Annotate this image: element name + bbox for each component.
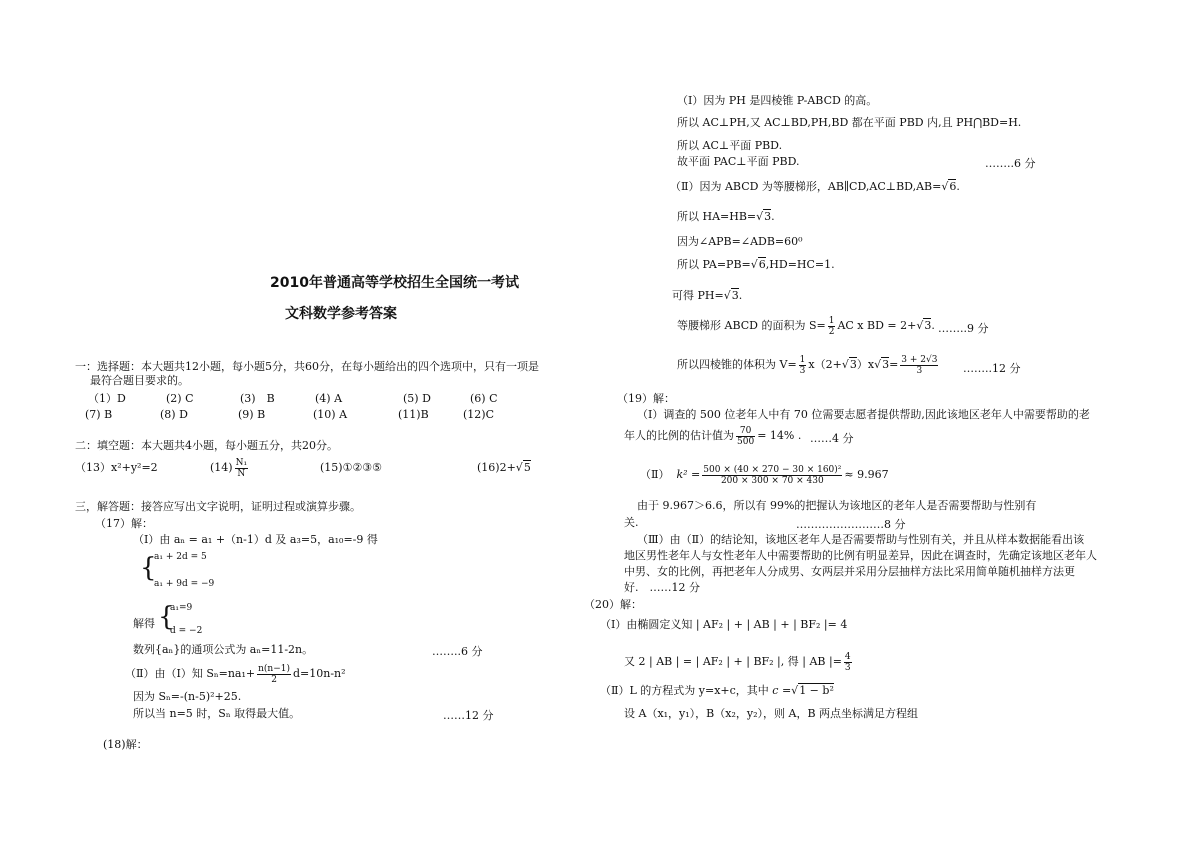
q18-line-7: 因为∠APB=∠ADB=60⁰ <box>677 235 803 248</box>
answer-7: (7) B <box>85 408 113 421</box>
page-title: 2010年普通高等学校招生全国统一考试 <box>270 275 519 291</box>
q20-line-3: （Ⅱ）L 的方程式为 y=x+c，其中 c =√1 − b² <box>600 684 834 697</box>
q20-label: （20）解： <box>584 598 642 611</box>
q19-line-9: 好. ……12 分 <box>624 581 700 594</box>
equation-brace: { <box>140 553 157 583</box>
q18-score-12: ……..12 分 <box>963 362 1021 375</box>
score-6: ……..6 分 <box>432 645 483 658</box>
eq-line-2: a₁ + 9d = −9 <box>154 579 215 589</box>
section3-heading: 三，解答题：接答应写出文字说明，证明过程或演算步骤。 <box>75 500 361 513</box>
q18-line-5: （Ⅱ）因为 ABCD 为等腰梯形，AB∥CD,AC⊥BD,AB=√6. <box>670 180 960 193</box>
section1-heading: 一：选择题：本大题共12小题，每小题5分，共60分，在每小题给出的四个选项中，只有一项是 <box>75 360 539 373</box>
q19-line-8: 中男、女的比例，再把老年人分成男、女两层并采用分层抽样方法比采用简单随机抽样方法更 <box>624 565 1075 578</box>
answer-2: (2) C <box>166 392 194 405</box>
q20-line-1: （Ⅰ）由椭圆定义知 | AF₂ | + | AB | + | BF₂ |= 4 <box>600 618 848 631</box>
q17-part1: （Ⅰ）由 aₙ = a₁ +（n-1）d 及 a₃=5，a₁₀=-9 得 <box>133 533 378 546</box>
solve-label: 解得 <box>133 617 155 630</box>
q18-line-10: 等腰梯形 ABCD 的面积为 S= $\frac{1}{2}$ AC x BD = 2+√3. <box>677 315 935 337</box>
answer-8: (8) D <box>160 408 188 421</box>
answer-11: (11)B <box>398 408 429 421</box>
q20-line-2: 又 2 | AB | = | AF₂ | + | BF₂ |, 得 | AB |= $\frac{4}{3}$ <box>624 651 851 673</box>
q19-line-1: （Ⅰ）调查的 500 位老年人中有 70 位需要志愿者提供帮助,因此该地区老年人中需要帮助的老 <box>637 408 1090 421</box>
q18-line-6: 所以 HA=HB=√3. <box>677 210 775 223</box>
answer-9: (9) B <box>238 408 266 421</box>
q18-score-6: ……..6 分 <box>985 157 1036 170</box>
answer-1: （1）D <box>88 392 126 405</box>
q18-label: (18)解： <box>103 738 148 751</box>
q18-line-1: （Ⅰ）因为 PH 是四棱锥 P-ABCD 的高。 <box>677 94 878 107</box>
q19-label: （19）解： <box>617 392 675 405</box>
solution-brace: { <box>158 602 175 632</box>
score-12: ……12 分 <box>443 709 494 722</box>
answer-10: (10) A <box>313 408 348 421</box>
square-form: 因为 Sₙ=-(n-5)²+25. <box>133 690 242 703</box>
answer-6: (6) C <box>470 392 498 405</box>
q18-line-9: 可得 PH=√3. <box>672 289 743 302</box>
q19-line-5: 关. <box>624 516 639 529</box>
page-subtitle: 文科数学参考答案 <box>285 306 397 322</box>
q17-label: （17）解： <box>95 517 153 530</box>
answer-14: (14) $\frac{\text{N₁}}{N}$ <box>210 457 248 479</box>
eq-line-1: a₁ + 2d = 5 <box>154 552 207 562</box>
q18-line-11: 所以四棱锥的体积为 V= $\frac{1}{3}$ x（2+√3）x√3= $\frac{3 + 2√3}{3}$ <box>677 354 938 376</box>
answer-5: (5) D <box>403 392 431 405</box>
q18-line-4: 故平面 PAC⊥平面 PBD. <box>677 155 800 168</box>
q19-line-3: （Ⅱ） k² = $\frac{\text{500 × (40 × 270 − 30 × 160)²}}{200 \times 300 \times 70 \times 430}$ ≈ 9.967 <box>640 464 889 486</box>
answer-15: (15)①②③⑤ <box>320 461 383 474</box>
general-term: 数列{aₙ}的通项公式为 aₙ=11-2n。 <box>133 643 314 656</box>
answer-16: (16)2+√5 <box>477 461 531 474</box>
sol-line-2: d = −2 <box>170 626 203 636</box>
answer-4: (4) A <box>315 392 343 405</box>
answer-12: (12)C <box>463 408 494 421</box>
q18-line-2: 所以 AC⊥PH,又 AC⊥BD,PH,BD 都在平面 PBD 内,且 PH⋂BD=H. <box>677 116 1022 129</box>
q18-line-3: 所以 AC⊥平面 PBD. <box>677 139 783 152</box>
max-value: 所以当 n=5 时，Sₙ 取得最大值。 <box>133 707 301 720</box>
q18-score-9: ……..9 分 <box>938 322 989 335</box>
q20-line-4: 设 A（x₁，y₁），B（x₂，y₂），则 A，B 两点坐标满足方程组 <box>624 707 919 720</box>
answer-3: (3) B <box>240 392 275 405</box>
q19-line-4: 由于 9.967＞6.6，所以有 99%的把握认为该地区的老年人是否需要帮助与性别有 <box>637 499 1037 512</box>
q19-score-8: ……………………8 分 <box>796 518 906 531</box>
answer-13: （13）x²+y²=2 <box>75 461 158 474</box>
q19-line-7: 地区男性老年人与女性老年人中需要帮助的比例有明显差异，因此在调查时，先确定该地区老年人 <box>624 549 1097 562</box>
q17-part2: （Ⅱ）由（Ⅰ）知 Sₙ=na₁+ $\frac{n(n-1)}{2}$ d=10n-n² <box>125 663 346 685</box>
section1-heading-cont: 最符合题目要求的。 <box>90 374 189 387</box>
section2-heading: 二：填空题：本大题共4小题，每小题五分，共20分。 <box>75 439 338 452</box>
q19-line-2: 年人的比例的估计值为 $\frac{70}{500}$ = 14% . <box>624 425 802 447</box>
q18-line-8: 所以 PA=PB=√6,HD=HC=1. <box>677 258 835 271</box>
sol-line-1: a₁=9 <box>170 603 193 613</box>
q19-score-4: ……4 分 <box>810 432 854 445</box>
q19-line-6: （Ⅲ）由（Ⅱ）的结论知，该地区老年人是否需要帮助与性别有关，并且从样本数据能看出该 <box>637 533 1085 546</box>
